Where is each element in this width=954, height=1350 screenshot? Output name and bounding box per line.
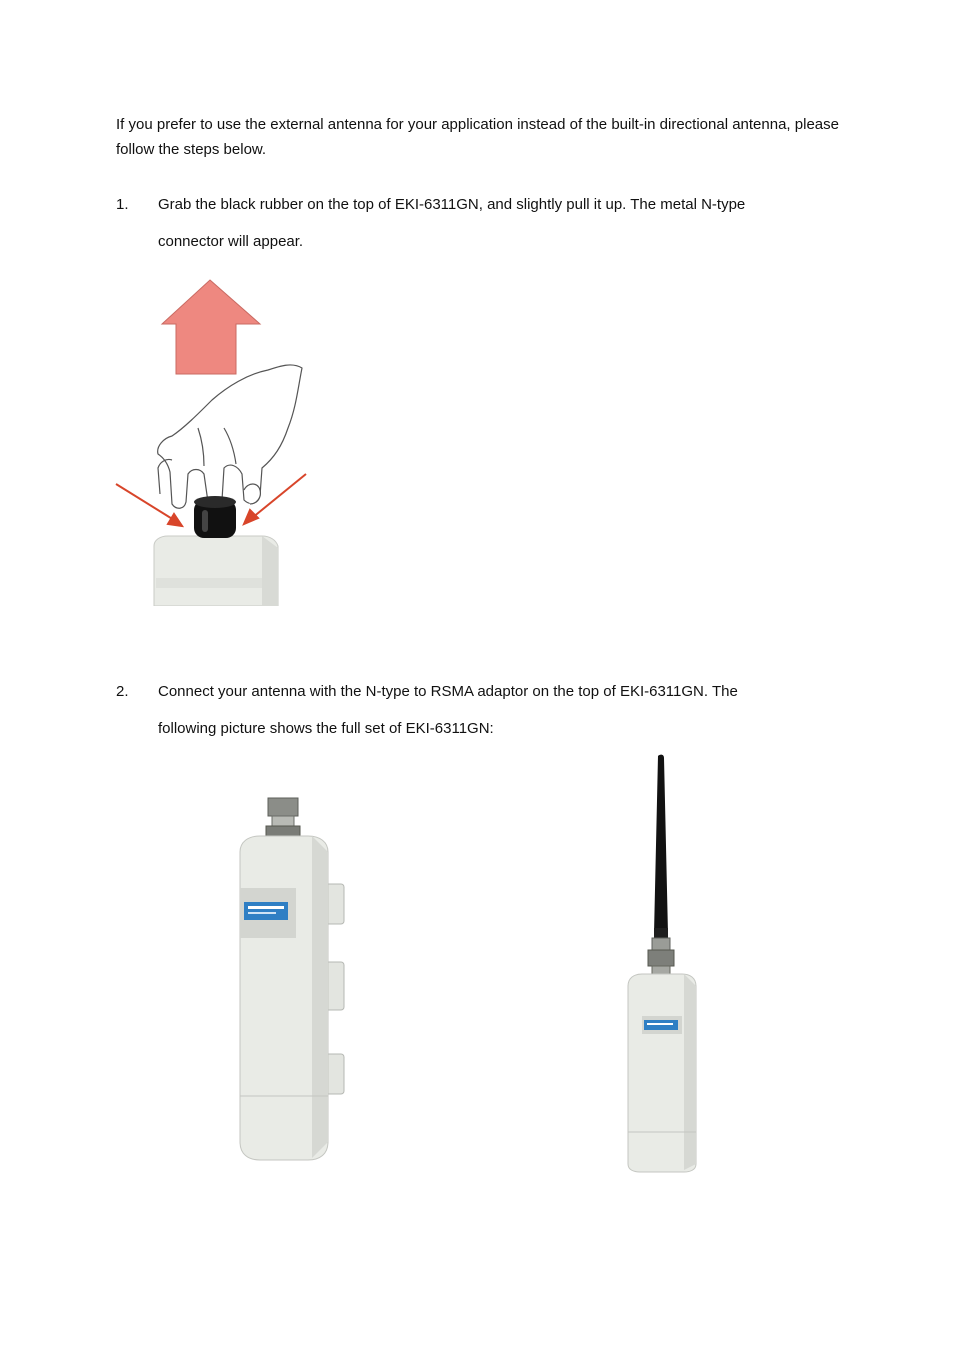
- intro-paragraph: If you prefer to use the external antenna for your application instead of the built-in directional antenna, please follow the steps below.: [116, 116, 839, 158]
- pull-rubber-cap-illustration: [112, 278, 308, 606]
- brand-label: [642, 1016, 682, 1034]
- step-text-line: following picture shows the full set of EKI-6311GN:: [158, 720, 494, 737]
- brand-label: [240, 888, 296, 938]
- step-number: 1.: [116, 196, 129, 213]
- device-n-type-connector-photo: [226, 792, 366, 1164]
- step-text-line: Connect your antenna with the N-type to RSMA adaptor on the top of EKI-6311GN. The: [158, 683, 738, 700]
- device-top: [154, 536, 278, 606]
- device-with-antenna-photo: [620, 752, 704, 1176]
- n-type-connector-icon: [266, 798, 300, 838]
- step-text-line: connector will appear.: [158, 233, 304, 250]
- rubber-cap-icon: [194, 496, 236, 538]
- up-arrow-icon: [162, 280, 260, 374]
- antenna-icon: [654, 755, 668, 934]
- step-number: 2.: [116, 683, 129, 700]
- step-text-line: Grab the black rubber on the top of EKI-6311GN, and slightly pull it up. The metal N-type: [158, 196, 746, 213]
- hand-icon: [158, 365, 302, 508]
- rsma-adaptor-icon: [648, 938, 674, 976]
